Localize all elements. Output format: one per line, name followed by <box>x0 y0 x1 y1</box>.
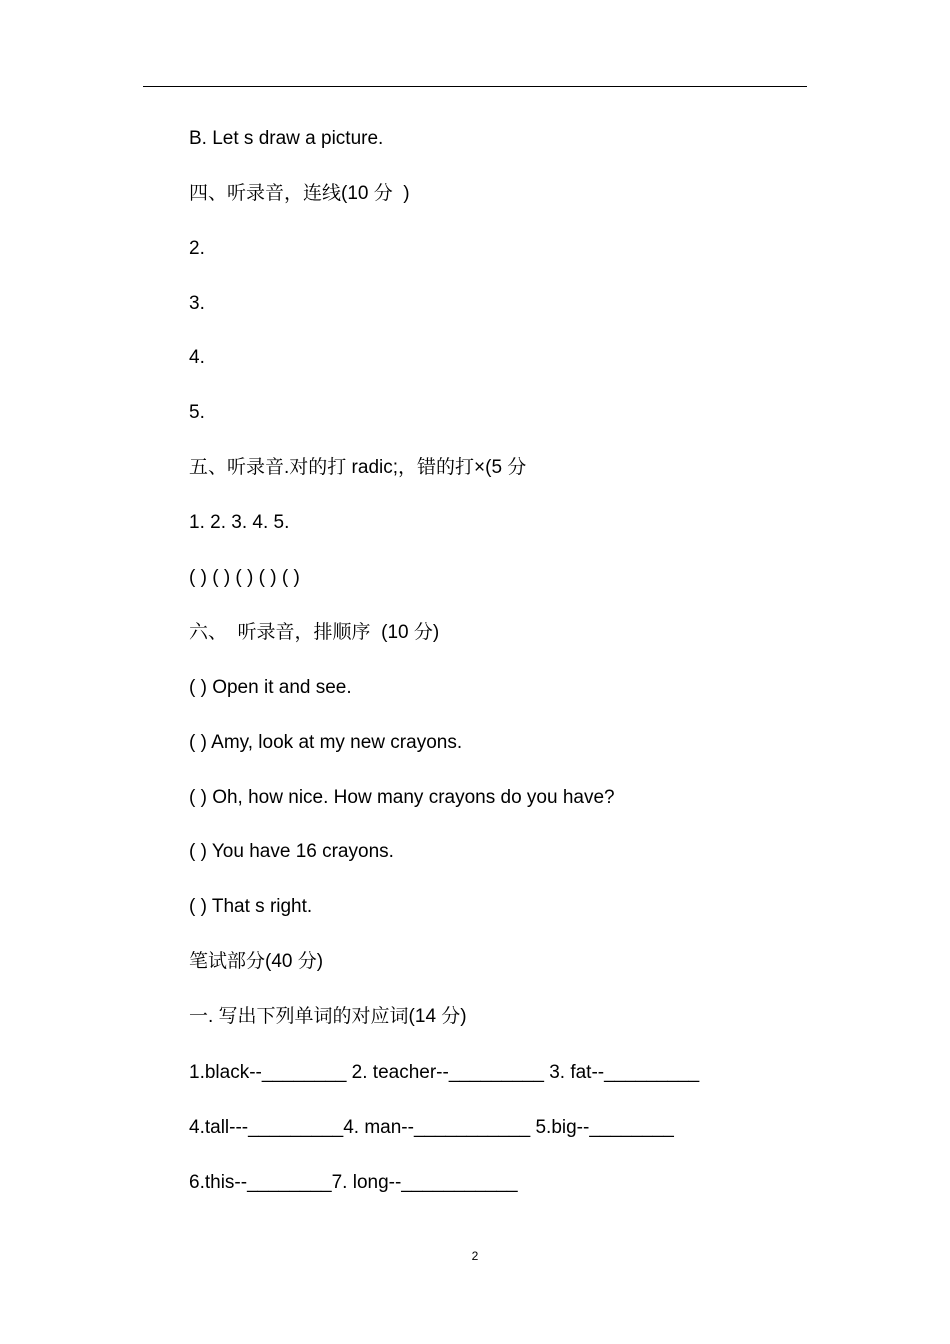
header-rule <box>143 86 807 87</box>
text-line: 2. <box>189 238 205 259</box>
text-line: 1.black--________ 2. teacher--_________ 3. fat--_________ <box>189 1062 700 1083</box>
text-line: 4.tall---_________4. man--___________ 5.big--________ <box>189 1117 674 1138</box>
text-line: 6.this--________7. long--___________ <box>189 1172 518 1193</box>
text-line: ( ) That s right. <box>189 896 313 917</box>
text-line: ( ) ( ) ( ) ( ) ( ) <box>189 567 300 588</box>
text-line: ( ) Amy, look at my new crayons. <box>189 732 463 753</box>
text-line: 3. <box>189 293 205 314</box>
text-line: 5. <box>189 402 205 423</box>
text-line: B. Let s draw a picture. <box>189 128 384 149</box>
text-line: ( ) Oh, how nice. How many crayons do you have? <box>189 787 615 808</box>
text-line: ( ) Open it and see. <box>189 677 352 698</box>
text-line: 1. 2. 3. 4. 5. <box>189 512 290 533</box>
page-number: 2 <box>471 1249 479 1263</box>
section-heading: 五、听录音.对的打 radic;，错的打×(5 分 <box>189 457 527 478</box>
text-line: ( ) You have 16 crayons. <box>189 841 394 862</box>
section-heading: 一. 写出下列单词的对应词(14 分) <box>189 1006 467 1027</box>
section-heading: 四、听录音，连线(10 分 ) <box>189 183 410 204</box>
section-heading: 六、 听录音，排顺序 (10 分) <box>189 622 440 643</box>
text-line: 4. <box>189 347 205 368</box>
section-heading: 笔试部分(40 分) <box>189 951 324 972</box>
